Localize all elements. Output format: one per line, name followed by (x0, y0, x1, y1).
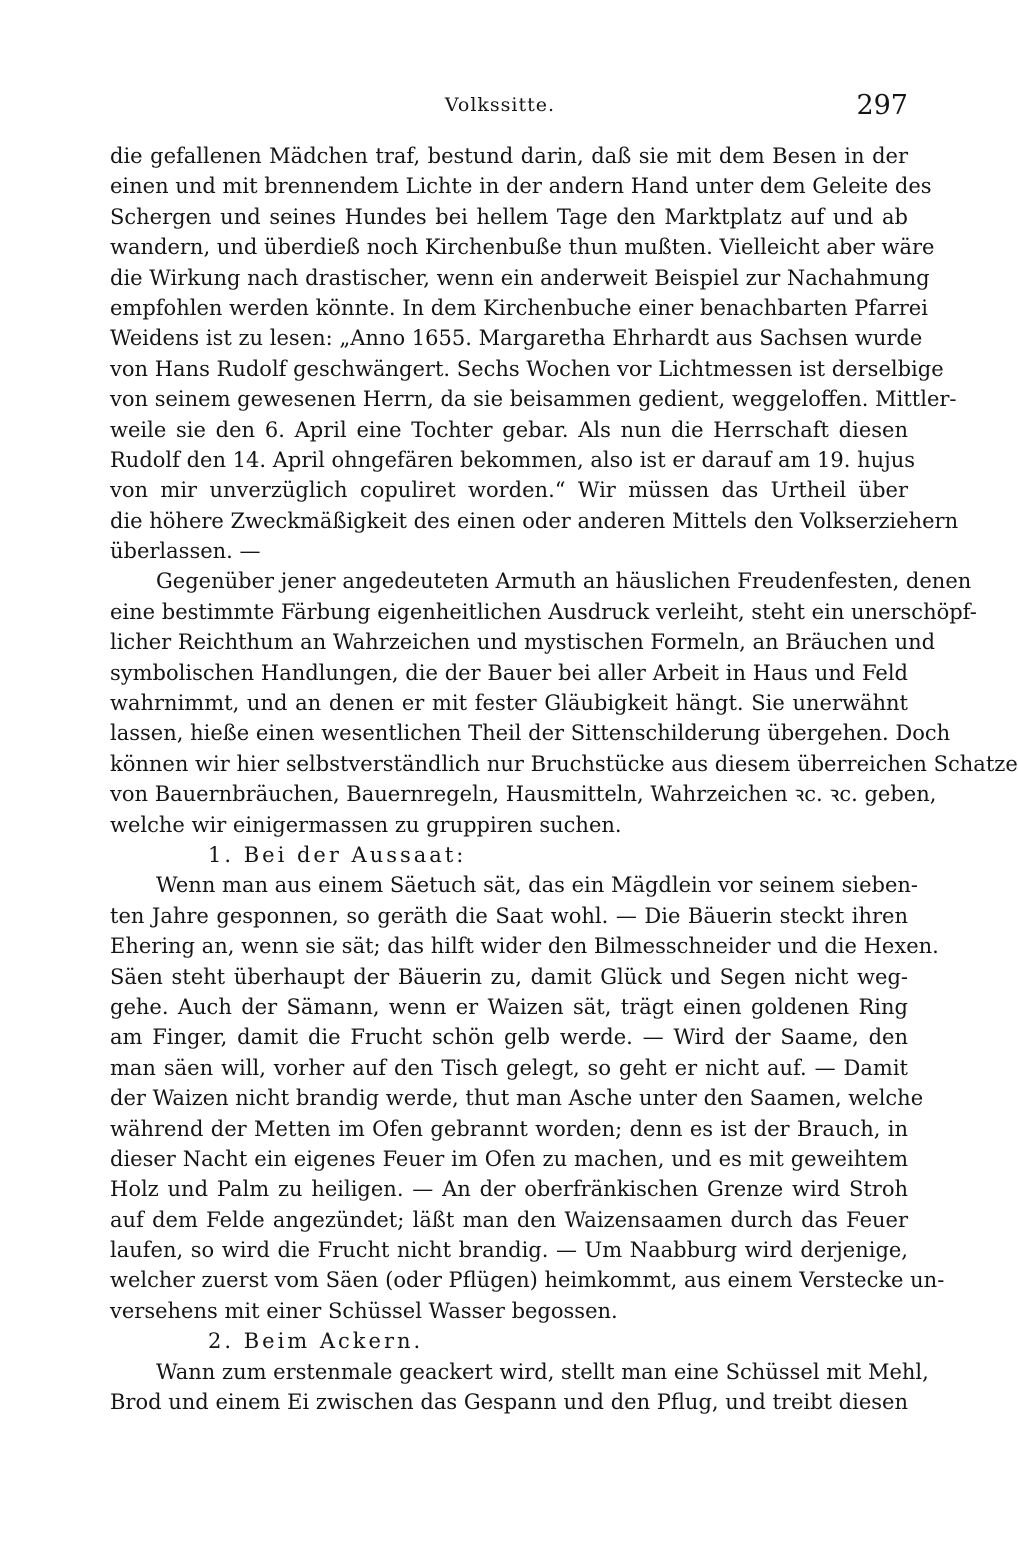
text-line: man säen will, vorher auf den Tisch gelegt, so geht er nicht auf. — Damit (110, 1055, 908, 1080)
text-line: die höhere Zweckmäßigkeit des einen oder anderen Mittels den Volkserziehern (110, 508, 959, 533)
text-line: während der Metten im Ofen gebrannt worden; denn es ist der Brauch, in (110, 1116, 908, 1141)
text-line: lassen, hieße einen wesentlichen Theil der Sittenschilderung übergehen. Doch (110, 721, 951, 746)
page-number: 297 (856, 90, 908, 121)
text-line: die gefallenen Mädchen traf, bestund darin, daß sie mit dem Besen in der (110, 144, 908, 168)
text-line: können wir hier selbstverständlich nur Bruchstücke aus diesem überreichen Schatze (110, 751, 1018, 776)
text-line: Schergen und seines Hundes bei hellem Tage den Marktplatz auf und ab (110, 204, 908, 229)
text-line: symbolischen Handlungen, die der Bauer bei aller Arbeit in Haus und Feld (110, 660, 908, 685)
text-line: Gegenüber jener angedeuteten Armuth an häuslichen Freudenfesten, denen (156, 569, 972, 594)
text-line: versehens mit einer Schüssel Wasser begossen. (110, 1298, 618, 1323)
text-line: von seinem gewesenen Herrn, da sie beisammen gedient, weggeloffen. Mittler- (110, 387, 957, 412)
text-line: Säen steht überhaupt der Bäuerin zu, damit Glück und Segen nicht weg- (110, 964, 908, 989)
text-line: Ehering an, wenn sie sät; das hilft wider den Bilmesschneider und die Hexen. (110, 934, 939, 959)
text-line: Rudolf den 14. April ohngefären bekommen, also ist er darauf am 19. hujus (110, 447, 915, 472)
text-line: eine bestimmte Färbung eigenheitlichen Ausdruck verleiht, steht ein unerschöpf- (110, 599, 977, 624)
text-line: laufen, so wird die Frucht nicht brandig. — Um Naabburg wird derjenige, (110, 1238, 908, 1263)
text-line: von Bauernbräuchen, Bauernregeln, Hausmitteln, Wahrzeichen ꝛc. ꝛc. geben, (110, 782, 937, 807)
text-line: die Wirkung nach drastischer, wenn ein anderweit Beispiel zur Nachahmung (110, 265, 930, 290)
text-line: Weidens ist zu lesen: „Anno 1655. Margaretha Ehrhardt aus Sachsen wurde (110, 326, 923, 351)
text-line: Brod und einem Ei zwischen das Gespann und den Pflug, und treibt diesen (110, 1390, 908, 1415)
text-line: wandern, und überdieß noch Kirchenbuße thun mußten. Vielleicht aber wäre (110, 235, 935, 260)
text-line: weile sie den 6. April eine Tochter gebar. Als nun die Herrschaft diesen (110, 417, 908, 442)
body-text (110, 141, 1018, 1417)
text-line: Wann zum erstenmale geackert wird, stellt man eine Schüssel mit Mehl, (156, 1359, 929, 1384)
text-line: ten Jahre gesponnen, so geräth die Saat wohl. — Die Bäuerin steckt ihren (110, 903, 908, 928)
text-line: welcher zuerst vom Säen (oder Pflügen) heimkommt, aus einem Verstecke un- (110, 1268, 945, 1293)
section-heading: 2. Beim Ackern. (208, 1329, 424, 1354)
text-line: am Finger, damit die Frucht schön gelb werde. — Wird der Saame, den (110, 1025, 908, 1050)
text-line: empfohlen werden könnte. In dem Kirchenbuche einer benachbarten Pfarrei (110, 295, 928, 320)
section-heading: 1. Bei der Aussaat: (208, 842, 467, 867)
text-line: dieser Nacht ein eigenes Feuer im Ofen zu machen, und es mit geweihtem (110, 1146, 908, 1171)
text-line: gehe. Auch der Sämann, wenn er Waizen sät, trägt einen goldenen Ring (110, 994, 908, 1019)
text-line: Wenn man aus einem Säetuch sät, das ein Mägdlein vor seinem sieben- (156, 873, 919, 898)
text-line: Holz und Palm zu heiligen. — An der oberfränkischen Grenze wird Stroh (110, 1177, 908, 1202)
text-line: welche wir einigermassen zu gruppiren suchen. (110, 812, 622, 837)
text-line: überlassen. — (110, 539, 261, 564)
text-line: von mir unverzüglich copuliret worden.“ Wir müssen das Urtheil über (110, 478, 908, 503)
text-line: einen und mit brennendem Lichte in der andern Hand unter dem Geleite des (110, 174, 932, 199)
text-line: von Hans Rudolf geschwängert. Sechs Wochen vor Lichtmessen ist derselbige (110, 356, 944, 381)
text-line: licher Reichthum an Wahrzeichen und mystischen Formeln, an Bräuchen und (110, 630, 936, 655)
text-line: auf dem Felde angezündet; läßt man den Waizensaamen durch das Feuer (110, 1207, 908, 1232)
running-title: Volkssitte. (444, 94, 556, 116)
text-line: der Waizen nicht brandig werde, thut man Asche unter den Saamen, welche (110, 1086, 924, 1111)
text-line: wahrnimmt, und an denen er mit fester Gläubigkeit hängt. Sie unerwähnt (110, 691, 908, 716)
